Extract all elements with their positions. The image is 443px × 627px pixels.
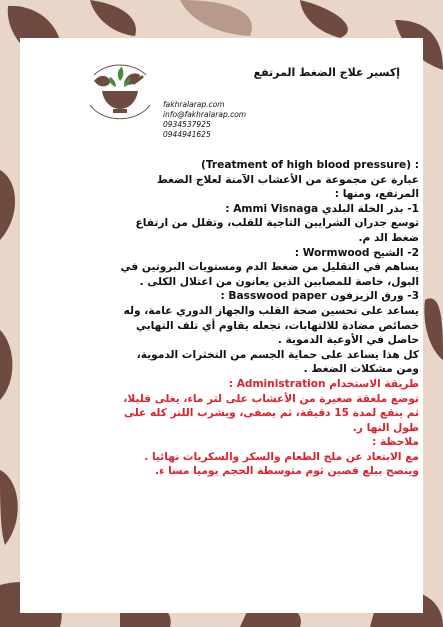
phone-text: 0944941625 <box>163 130 211 139</box>
contact-info <box>163 100 246 140</box>
item-text: حاصل في الأوعية الدموية . <box>277 334 419 347</box>
administration-text: ثم ينقع لمدة 15 دقيقة، ثم يصفى، ويشرب اللتر كله على <box>124 407 419 420</box>
item-title: 3- ورق الزيزفون Basswood paper : <box>220 290 419 303</box>
item-text: البول، خاصة للمصابين الذين يعانون من اعتلال الكلى . <box>139 275 419 288</box>
intro-line: (Treatment of high blood pressure) : <box>201 159 419 171</box>
mortar-base <box>113 109 127 113</box>
fakhr-alarab-logo <box>80 53 160 131</box>
administration-text: توضع ملعقة صغيرة من الأعشاب على لتر ماء، يغلى قليلا، <box>123 392 419 405</box>
leaf-shape <box>0 330 12 400</box>
bird-icon <box>94 76 110 86</box>
phone-text: 0934537925 <box>163 120 211 129</box>
leaf-shape <box>300 0 348 38</box>
item-text: ضغط الد م. <box>358 231 419 244</box>
note-title: ملاحظة : <box>372 436 419 449</box>
page-title: إكسير علاج الضغط المرتفع <box>253 66 400 79</box>
administration-text: طول النها ر. <box>352 421 419 434</box>
leaf-shape <box>0 170 15 240</box>
item-text: يساهم في التقليل من ضغط الدم ومستويات البروتين في <box>120 261 419 274</box>
website-text: fakhralarap.com <box>163 100 225 109</box>
intro-line: المرتفع، ومنها : <box>334 188 419 201</box>
intro-line: عبارة عن مجموعة من الأعشاب الآمنة لعلاج الضغط <box>156 173 419 186</box>
item-text: توسع جدران الشرايين التاجية للقلب، وتقلل من ارتفاع <box>135 217 419 230</box>
leaf-shape <box>424 298 443 360</box>
item-text: يساعد على تحسين صحة القلب والجهاز الدوري عامة، وله <box>123 304 419 317</box>
item-title: 1- بذر الخلة البلدي Ammi Visnaga : <box>225 202 419 215</box>
item-text: خصائص مضادة للالتهابات، تجعله يقاوم أي تلف التهابي <box>135 319 419 332</box>
summary-text: ومن مشكلات الضغط . <box>303 363 419 376</box>
email-text: info@fakhralarap.com <box>163 110 247 119</box>
note-text: مع الابتعاد عن ملح الطعام والسكر والسكريات نهائيا . <box>144 450 419 463</box>
note-text: وينصح ببلع فصين ثوم متوسطة الحجم يوميا مسا ء. <box>154 465 419 478</box>
leaf-icon <box>118 67 123 81</box>
leaf-icon <box>109 77 116 87</box>
item-title: 2- الشيح Wormwood : <box>294 246 419 259</box>
mortar-bowl-icon <box>102 91 138 109</box>
article-body <box>24 158 419 479</box>
summary-text: كل هذا يساعد على حماية الجسم من التخثرات الدموية، <box>136 348 419 361</box>
leaf-shape <box>0 470 18 545</box>
leaf-shape <box>90 0 136 36</box>
administration-title: طريقة الاستخدام Administration : <box>228 377 419 390</box>
leaflet-card <box>20 38 423 613</box>
leaf-shape <box>180 0 252 36</box>
